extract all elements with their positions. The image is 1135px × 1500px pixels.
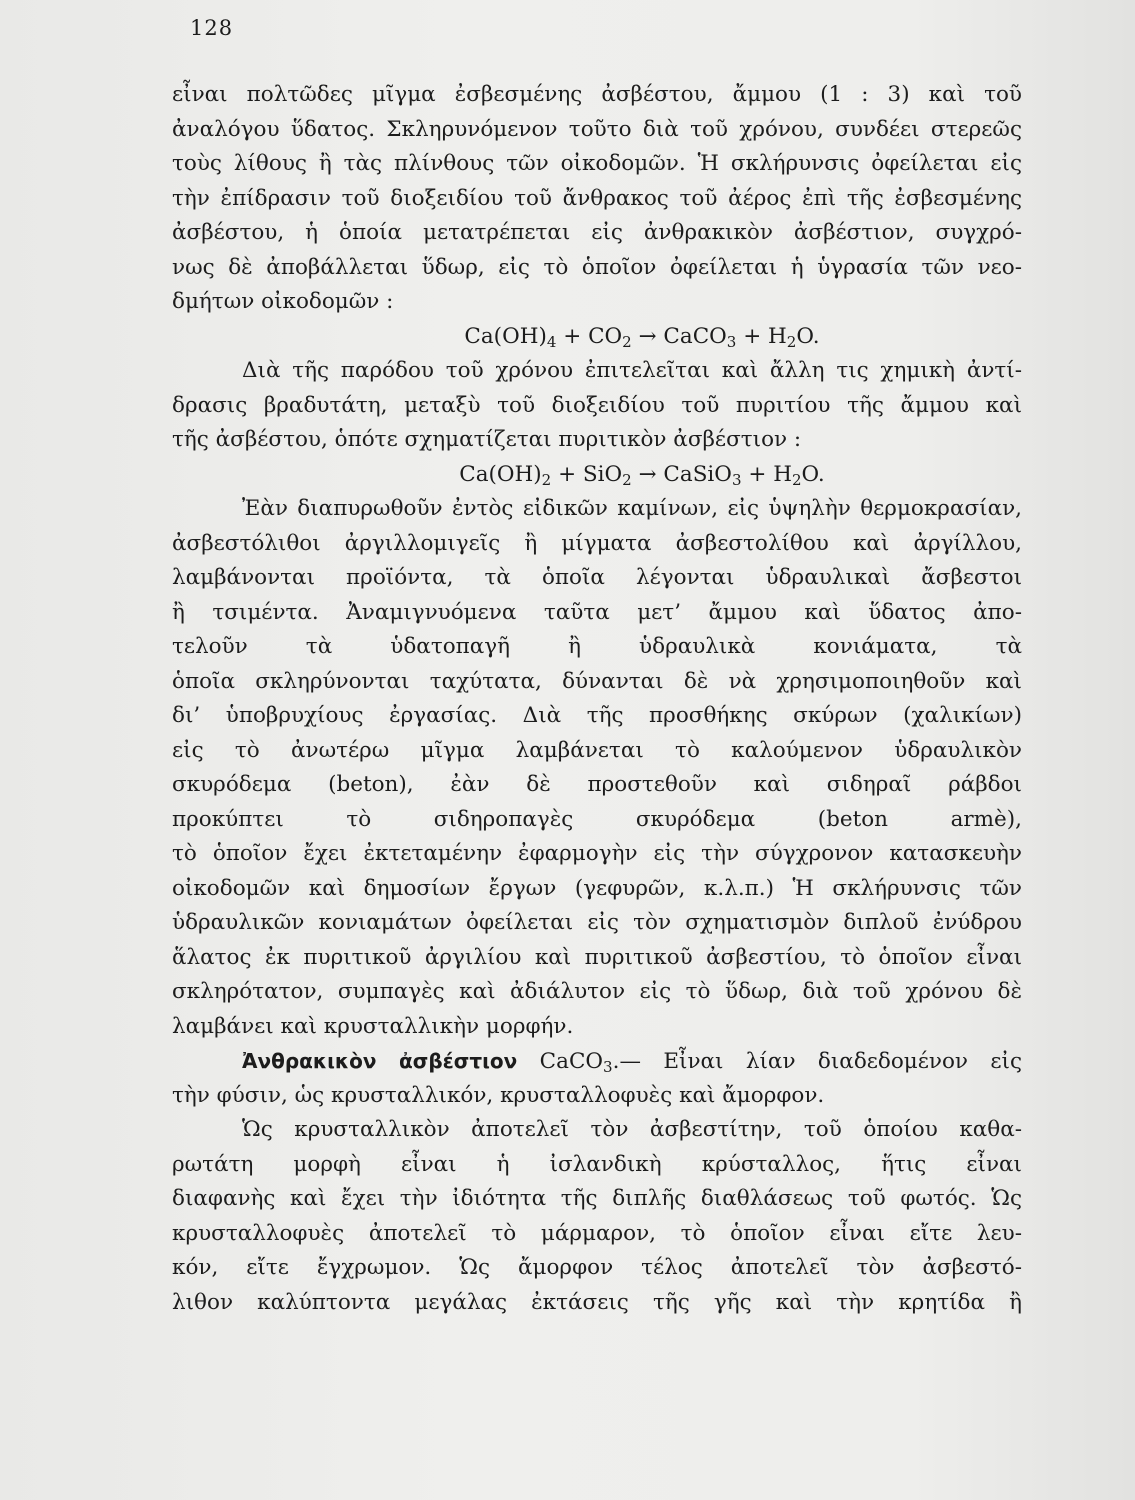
text-line: Ὡς κρυσταλλικὸν ἀποτελεῖ τὸν ἀσβεστίτην, τοῦ ὁποίου καθα- <box>242 1117 1022 1142</box>
equation-2: $Ca(OH)_2 + SiO_2$ → CaSiO$_3$ + $H_2O$. <box>459 461 825 489</box>
text-line: ἀναλόγου ὕδατος. Σκληρυνόμενον τοῦτο διὰ τοῦ χρόνου, συνδέει στερεῶς <box>172 116 1022 142</box>
text-line: Ἐὰν διαπυρωθοῦν ἐντὸς εἰδικῶν καμίνων, εἰς ὑψηλὴν θερμοκρασίαν, <box>242 496 1022 521</box>
text-line: τῆς ἀσβέστου, ὁπότε σχηματίζεται πυριτικὸν ἀσβέστιον : <box>172 427 802 452</box>
text-line: εἰς τὸ ἀνωτέρω μῖγμα λαμβάνεται τὸ καλούμενον ὑδραυλικὸν <box>172 737 1022 763</box>
text-line: τελοῦν τὰ ὑδατοπαγῆ ἢ ὑδραυλικὰ κονιάματα, τὰ <box>172 634 1022 659</box>
text-line: λαμβάνονται προϊόντα, τὰ ὁποῖα λέγονται ὑδραυλικαὶ ἄσβεστοι <box>172 565 1022 590</box>
text-line: σκληρότατον, συμπαγὲς καὶ ἀδιάλυτον εἰς τὸ ὕδωρ, διὰ τοῦ χρόνου δὲ <box>172 979 1022 1004</box>
section-line <box>172 1044 1022 1079</box>
text-line: ρωτάτη μορφὴ εἶναι ἡ ἰσλανδικὴ κρύσταλλος, ἥτις εἶναι <box>172 1151 1022 1177</box>
text-line: δι’ ὑποβρυχίους ἐργασίας. Διὰ τῆς προσθήκης σκύρων (χαλικίων) <box>172 703 1022 728</box>
text-line: τὴν φύσιν, ὡς κρυσταλλικόν, κρυσταλλοφυὲς καὶ ἄμορφον. <box>172 1082 825 1108</box>
text-line: δρασις βραδυτάτη, μεταξὺ τοῦ διοξειδίου τοῦ πυριτίου τῆς ἄμμου καὶ <box>172 392 1022 418</box>
text-line: δμήτων οἰκοδομῶν : <box>172 289 394 314</box>
body-text <box>172 78 1022 1320</box>
text-line: ὁποῖα σκληρύνονται ταχύτατα, δύνανται δὲ νὰ χρησιμοποιηθοῦν καὶ <box>172 668 1022 694</box>
text-line: ἅλατος ἐκ πυριτικοῦ ἀργιλίου καὶ πυριτικοῦ ἀσβεστίου, τὸ ὁποῖον εἶναι <box>172 944 1022 970</box>
text-line: λιθον καλύπτοντα μεγάλας ἐκτάσεις τῆς γῆς καὶ τὴν κρητίδα ἢ <box>172 1289 1022 1315</box>
text-line: προκύπτει τὸ σιδηροπαγὲς σκυρόδεμα (beton armè), <box>172 806 1022 832</box>
section-formula: CaCO$_3$.— Εἶναι λίαν διαδεδομένον εἰς <box>539 1049 1022 1076</box>
text-line: ἢ τσιμέντα. Ἀναμιγνυόμενα ταῦτα μετ’ ἄμμου καὶ ὕδατος ἀπο- <box>172 599 1022 625</box>
text-line: τὴν ἐπίδρασιν τοῦ διοξειδίου τοῦ ἄνθρακος τοῦ ἀέρος ἐπὶ τῆς ἐσβεσμένης <box>172 185 1022 211</box>
text-line: τοὺς λίθους ἢ τὰς πλίνθους τῶν οἰκοδομῶν. Ἡ σκλήρυνσις ὀφείλεται εἰς <box>172 151 1022 176</box>
text-line: ἀσβεστόλιθοι ἀργιλλομιγεῖς ἢ μίγματα ἀσβεστολίθου καὶ ἀργίλλου, <box>172 530 1022 556</box>
text-line: εἶναι πολτῶδες μῖγμα ἐσβεσμένης ἀσβέστου, ἄμμου (1 : 3) καὶ τοῦ <box>172 82 1022 107</box>
text-line: τὸ ὁποῖον ἔχει ἐκτεταμένην ἐφαρμογὴν εἰς τὴν σύγχρονον κατασκευὴν <box>172 841 1022 866</box>
text-line: νως δὲ ἀποβάλλεται ὕδωρ, εἰς τὸ ὁποῖον ὀφείλεται ἡ ὑγρασία τῶν νεο- <box>172 254 1022 280</box>
equation-1: $Ca(OH)_4 + CO_2$ → CaCO$_3$ + $H_2O$. <box>464 323 820 351</box>
text-line: λαμβάνει καὶ κρυσταλλικὴν μορφήν. <box>172 1013 574 1039</box>
text-line: Διὰ τῆς παρόδου τοῦ χρόνου ἐπιτελεῖται καὶ ἄλλη τις χημικὴ ἀντί- <box>242 358 1022 383</box>
text-line: οἰκοδομῶν καὶ δημοσίων ἔργων (γεφυρῶν, κ.λ.π.) Ἡ σκλήρυνσις τῶν <box>172 875 1022 901</box>
text-line: σκυρόδεμα (beton), ἐὰν δὲ προστεθοῦν καὶ σιδηραῖ ράβδοι <box>172 772 1022 797</box>
text-line: κρυσταλλοφυὲς ἀποτελεῖ τὸ μάρμαρον, τὸ ὁποῖον εἶναι εἴτε λευ- <box>172 1220 1022 1246</box>
text-line: ὑδραυλικῶν κονιαμάτων ὀφείλεται εἰς τὸν σχηματισμὸν διπλοῦ ἐνύδρου <box>172 910 1022 935</box>
text-line: ἀσβέστου, ἡ ὁποία μετατρέπεται εἰς ἀνθρακικὸν ἀσβέστιον, συγχρό- <box>172 220 1022 245</box>
text-line: κόν, εἴτε ἔγχρωμον. Ὡς ἄμορφον τέλος ἀποτελεῖ τὸν ἀσβεστό- <box>172 1255 1022 1280</box>
page-number: 128 <box>190 16 234 40</box>
text-line: διαφανὴς καὶ ἔχει τὴν ἰδιότητα τῆς διπλῆς διαθλάσεως τοῦ φωτός. Ὡς <box>172 1186 1022 1211</box>
section-title: Ἀνθρακικὸν ἀσβέστιον <box>242 1049 518 1073</box>
